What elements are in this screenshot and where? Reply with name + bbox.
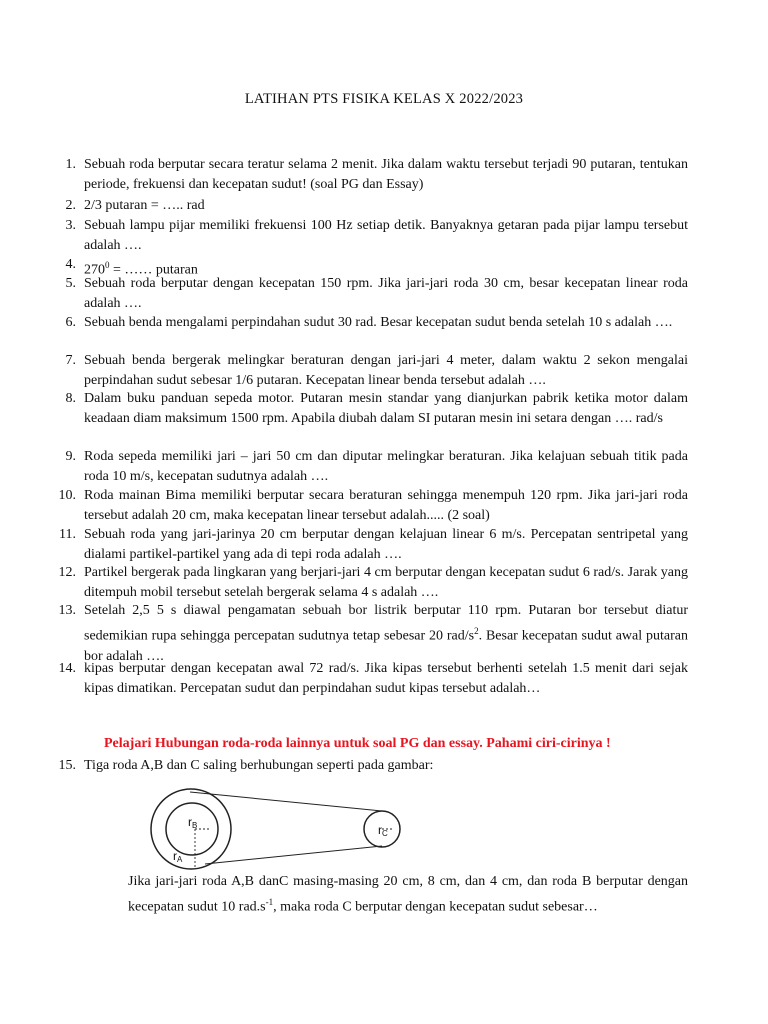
question-text: Setelah 2,5 5 s diawal pengamatan sebuah bor listrik berputar 110 rpm. Putaran bor tersebut diatur sedemikian rupa sehingga percepatan sudutnya tetap sebesar 20 rad/$s^2$. Besar kecepatan sudut awal putaran bor adalah ….: [84, 603, 688, 664]
question-text: Sebuah benda bergerak melingkar beraturan dengan jari-jari 4 meter, dalam waktu 2 sekon mengalai perpindahan sudut sebesar 1/6 putaran. Kecepatan linear benda tersebut adalah ….: [84, 353, 688, 388]
question-3: [65, 216, 688, 256]
question-number: 12.: [58, 565, 76, 580]
wheels-figure: [130, 785, 410, 875]
wheel-a: [151, 789, 231, 869]
highlight-note: Pelajari Hubungan roda-roda lainnya untuk soal PG dan essay. Pahami ciri-cirinya !: [104, 736, 611, 751]
question-number: 11.: [59, 527, 76, 542]
question-number: 5.: [65, 276, 76, 291]
question-number: 8.: [65, 391, 76, 406]
label-ra: rA: [173, 849, 183, 864]
question-number: 15.: [58, 758, 76, 773]
question-number: 14.: [58, 661, 76, 676]
question-7: [65, 351, 688, 391]
question-13: [58, 601, 688, 667]
question-5: [65, 274, 688, 314]
question-text: Partikel bergerak pada lingkaran yang berjari-jari 4 cm berputar dengan kecepatan sudut 6 rad/s. Jarak yang ditempuh mobil tersebut setelah bergerak selama 4 s adalah ….: [84, 565, 688, 600]
question-15-detail: [128, 872, 688, 918]
question-number: 6.: [65, 315, 76, 330]
page-title: LATIHAN PTS FISIKA KELAS X 2022/2023: [244, 91, 524, 107]
belt-top: [190, 792, 382, 811]
question-number: 9.: [65, 449, 76, 464]
question-text: 2/3 putaran = ….. rad: [84, 198, 205, 213]
question-9: [65, 447, 688, 487]
question-number: 13.: [58, 603, 76, 618]
question-text: Sebuah roda berputar secara teratur selama 2 menit. Jika dalam waktu tersebut terjadi 90 putaran, tentukan periode, frekuensi dan kecepatan sudut! (soal PG dan Essay): [84, 157, 688, 192]
question-number: 2.: [65, 198, 76, 213]
question-text: Dalam buku panduan sepeda motor. Putaran mesin standar yang dianjurkan pabrik ketika motor dalam keadaan diam maksimum 1500 rpm. Apabila diubah dalam SI putaran mesin ini setara dengan …. rad/s: [84, 391, 688, 426]
question-number: 3.: [65, 218, 76, 233]
label-rb: rB: [188, 815, 198, 830]
question-8: [65, 389, 688, 429]
question-text: Jika jari-jari roda A,B danC masing-masing 20 cm, 8 cm, dan 4 cm, dan roda B berputar dengan kecepatan sudut 10 $rad.s^{-1}$, maka roda C berputar dengan kecepatan sudut sebesar…: [128, 874, 688, 915]
question-1: [65, 155, 688, 195]
question-number: 1.: [65, 157, 76, 172]
question-text: Sebuah roda berputar dengan kecepatan 150 rpm. Jika jari-jari roda 30 cm, besar kecepatan linear roda adalah ….: [84, 276, 688, 311]
question-15: [58, 756, 688, 776]
question-6: [65, 313, 688, 333]
question-text: Sebuah benda mengalami perpindahan sudut 30 rad. Besar kecepatan sudut benda setelah 10 s adalah ….: [84, 315, 673, 330]
question-text: Roda sepeda memiliki jari – jari 50 cm dan diputar melingkar beraturan. Jika kelajuan sebuah titik pada roda 10 m/s, kecepatan sudutnya adalah ….: [84, 449, 688, 484]
question-10: [58, 486, 688, 526]
question-text: $270^0$ = …… putaran: [84, 260, 198, 278]
question-text: Roda mainan Bima memiliki berputar secara beraturan sehingga menempuh 120 rpm. Jika jari-jari roda tersebut adalah 20 cm, maka kecepatan linear tersebut adalah..... (2 soal): [84, 488, 688, 523]
question-11: [59, 525, 688, 565]
question-number: 10.: [58, 488, 76, 503]
question-text: Tiga roda A,B dan C saling berhubungan seperti pada gambar:: [84, 758, 434, 773]
question-text: kipas berputar dengan kecepatan awal 72 rad/s. Jika kipas tersebut berhenti setelah 1.5 menit dari sejak kipas dimatikan. Percepatan sudut dan perpindahan sudut kipas tersebut adalah…: [84, 661, 688, 696]
question-text: Sebuah roda yang jari-jarinya 20 cm berputar dengan kelajuan linear 6 m/s. Percepatan sentripetal yang dialami partikel-partikel yang ada di tepi roda adalah ….: [84, 527, 688, 562]
question-text: Sebuah lampu pijar memiliki frekuensi 100 Hz setiap detik. Banyaknya getaran pada pijar lampu tersebut adalah ….: [84, 218, 688, 253]
question-14: [58, 659, 688, 699]
question-number: 4.: [65, 257, 76, 272]
question-number: 7.: [65, 353, 76, 368]
question-12: [58, 563, 688, 603]
question-2: [65, 196, 688, 216]
belt-bottom: [205, 846, 382, 864]
label-rc: rC: [378, 823, 388, 838]
